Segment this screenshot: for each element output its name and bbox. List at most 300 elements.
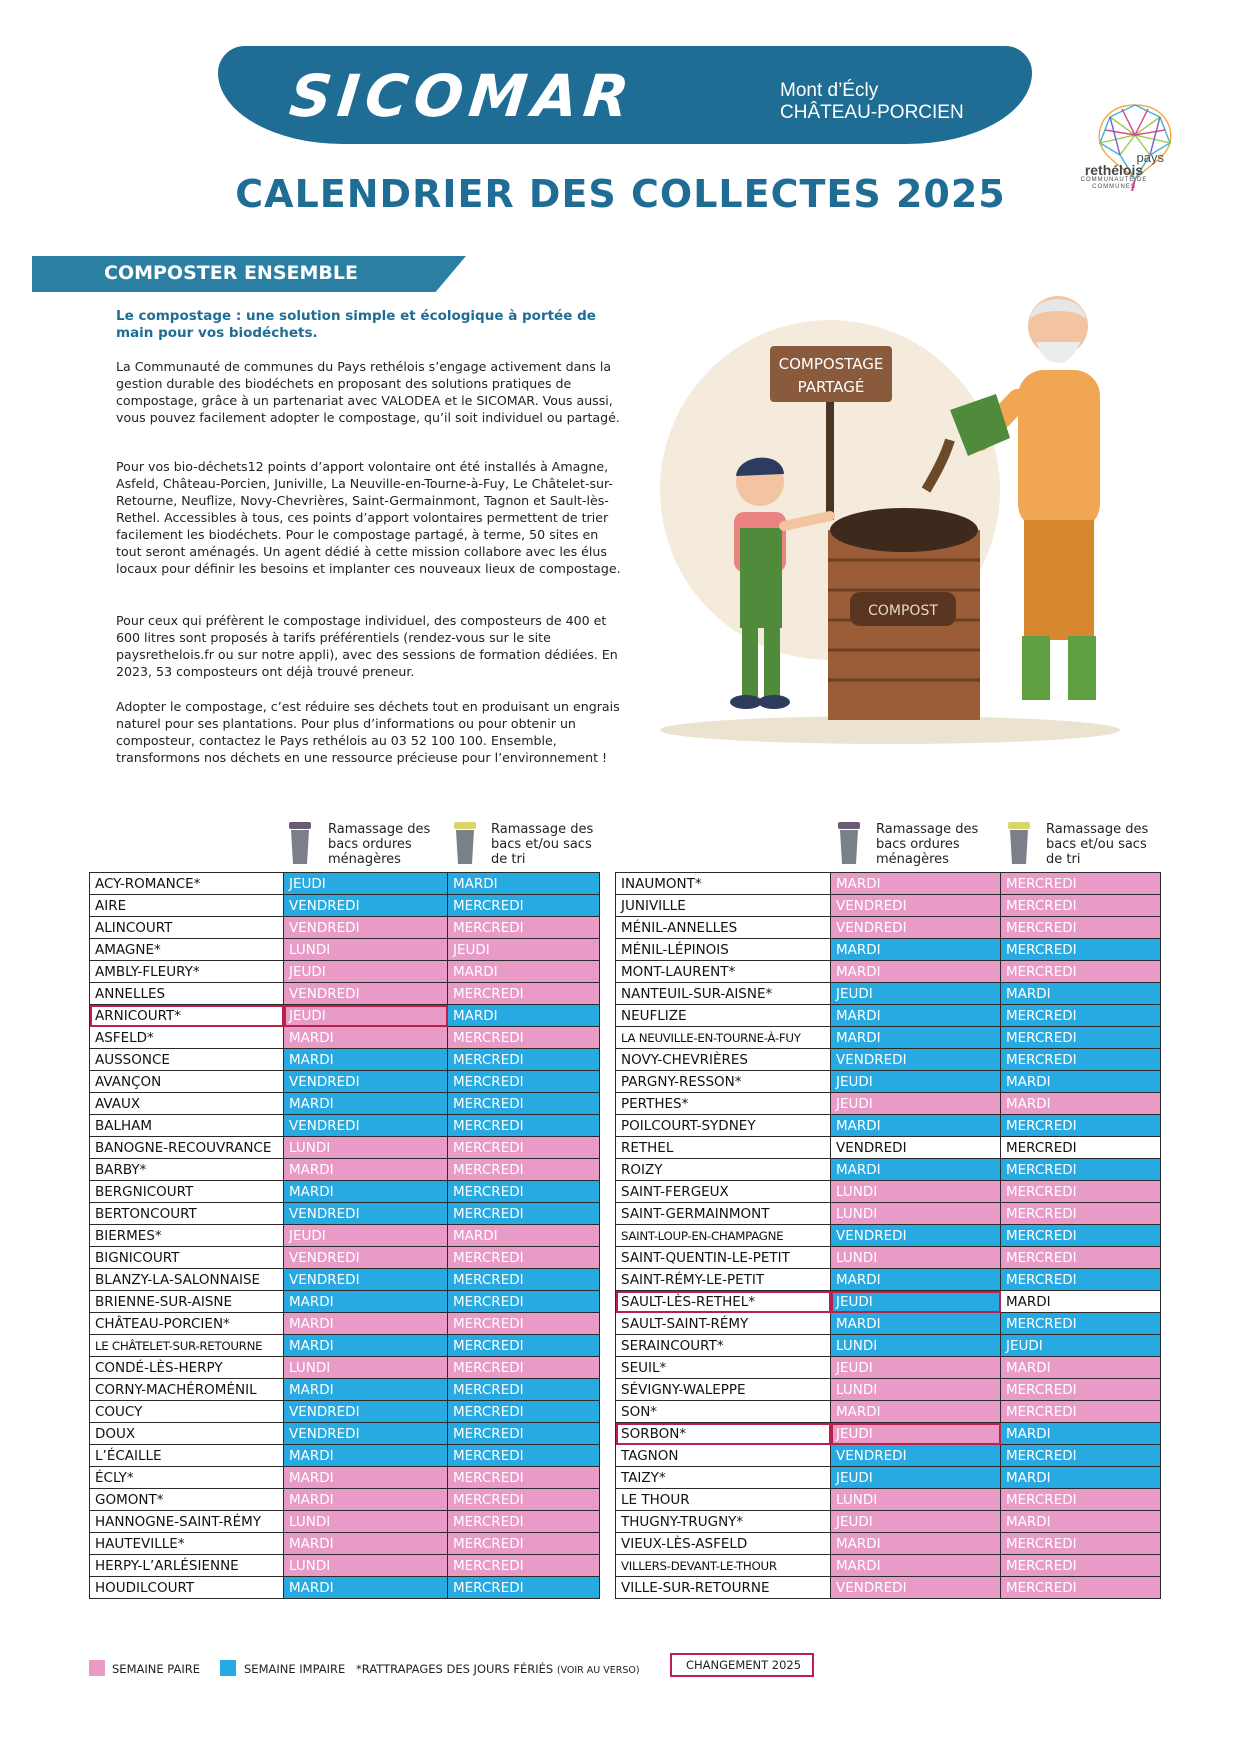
table-row — [616, 1181, 1161, 1203]
commune-name: SORBON* — [616, 1423, 831, 1445]
table-row — [90, 1533, 600, 1555]
table-row — [90, 1511, 600, 1533]
collection-day-tri: MERCREDI — [448, 1049, 600, 1071]
commune-name: SERAINCOURT* — [616, 1335, 831, 1357]
collection-day-tri: MERCREDI — [448, 1291, 600, 1313]
collection-day-om: VENDREDI — [831, 917, 1001, 939]
logo-caption-line: pays — [1136, 150, 1164, 165]
commune-name: BIGNICOURT — [90, 1247, 284, 1269]
brand-subtitle — [780, 80, 964, 124]
logo-caption-line: COMMUNAUTÉ DE COMMUNES — [1080, 177, 1148, 190]
commune-name: CHÂTEAU-PORCIEN* — [90, 1313, 284, 1335]
commune-name: VILLE-SUR-RETOURNE — [616, 1577, 831, 1599]
commune-name: THUGNY-TRUGNY* — [616, 1511, 831, 1533]
page-title: CALENDRIER DES COLLECTES 2025 — [235, 172, 1006, 216]
table-row — [616, 1577, 1161, 1599]
column-header-tri: Ramassage des bacs et/ou sacs de tri — [491, 822, 594, 867]
table-row — [616, 1401, 1161, 1423]
commune-name: SAINT-LOUP-EN-CHAMPAGNE — [616, 1225, 831, 1247]
table-row — [616, 1027, 1161, 1049]
collection-day-tri: JEUDI — [448, 939, 600, 961]
table-row — [616, 1445, 1161, 1467]
collection-day-om: LUNDI — [284, 1357, 448, 1379]
table-row — [90, 1049, 600, 1071]
collection-day-tri: MERCREDI — [448, 1137, 600, 1159]
table-row — [90, 873, 600, 895]
trash-bin-icon — [836, 820, 862, 866]
table-row — [90, 1489, 600, 1511]
collection-day-tri: MERCREDI — [448, 1247, 600, 1269]
collection-day-om: VENDREDI — [284, 917, 448, 939]
commune-name: AVAUX — [90, 1093, 284, 1115]
collection-day-tri: MERCREDI — [1001, 1159, 1161, 1181]
table-row — [616, 1555, 1161, 1577]
commune-name: ALINCOURT — [90, 917, 284, 939]
table-row — [616, 1357, 1161, 1379]
table-row — [90, 1203, 600, 1225]
table-row — [90, 895, 600, 917]
commune-name: TAGNON — [616, 1445, 831, 1467]
collection-day-om: MARDI — [284, 1335, 448, 1357]
table-row — [90, 1269, 600, 1291]
commune-name: ARNICOURT* — [90, 1005, 284, 1027]
collection-day-tri: MERCREDI — [1001, 961, 1161, 983]
collection-day-om: LUNDI — [831, 1247, 1001, 1269]
commune-name: LA NEUVILLE-EN-TOURNE-À-FUY — [616, 1027, 831, 1049]
collection-day-om: MARDI — [831, 1005, 1001, 1027]
paragraph: Adopter le compostage, c’est réduire ses déchets tout en produisant un engrais naturel pour ses plantations. Pour plus d’informations ou pour obtenir un composteur, contactez le Pays rethélois au 03 52 100 100. Ensemble, transformons nos déchets en une ressource précieuse pour l’environnement ! — [116, 699, 620, 765]
collection-day-tri: MARDI — [1001, 1291, 1161, 1313]
collection-day-tri: MERCREDI — [1001, 1269, 1161, 1291]
collection-day-tri: MARDI — [1001, 983, 1161, 1005]
commune-name: SAINT-FERGEUX — [616, 1181, 831, 1203]
table-row — [616, 1203, 1161, 1225]
table-row — [616, 1313, 1161, 1335]
commune-name: POILCOURT-SYDNEY — [616, 1115, 831, 1137]
table-row — [616, 1159, 1161, 1181]
table-row — [616, 895, 1161, 917]
commune-name: DOUX — [90, 1423, 284, 1445]
collection-day-om: LUNDI — [284, 939, 448, 961]
commune-name: MÉNIL-LÉPINOIS — [616, 939, 831, 961]
compost-illustration — [650, 290, 1130, 750]
collection-day-tri: MERCREDI — [1001, 1247, 1161, 1269]
table-row — [90, 1313, 600, 1335]
collection-day-om: MARDI — [831, 873, 1001, 895]
commune-name: CONDÉ-LÈS-HERPY — [90, 1357, 284, 1379]
section-intro: Le compostage : une solution simple et écologique à portée de main pour vos biodéchets. — [116, 308, 596, 341]
collection-day-tri: MERCREDI — [448, 1555, 600, 1577]
collection-day-tri: MERCREDI — [448, 1379, 600, 1401]
collection-day-om: VENDREDI — [831, 1577, 1001, 1599]
commune-name: BIERMES* — [90, 1225, 284, 1247]
collection-day-om: VENDREDI — [284, 895, 448, 917]
collection-day-tri: MERCREDI — [1001, 939, 1161, 961]
table-row — [90, 917, 600, 939]
collection-day-tri: MERCREDI — [1001, 1313, 1161, 1335]
collection-day-tri: MERCREDI — [448, 1071, 600, 1093]
brand-name: SICOMAR — [286, 62, 639, 130]
collection-day-tri: MERCREDI — [1001, 1489, 1161, 1511]
collection-day-om: MARDI — [284, 1181, 448, 1203]
legend-swatch-paire — [89, 1660, 105, 1676]
commune-name: MONT-LAURENT* — [616, 961, 831, 983]
collection-day-tri: MERCREDI — [1001, 1533, 1161, 1555]
commune-name: AMAGNE* — [90, 939, 284, 961]
commune-name: AIRE — [90, 895, 284, 917]
collection-day-tri: MERCREDI — [448, 1577, 600, 1599]
table-row — [90, 1027, 600, 1049]
collection-day-tri: MARDI — [1001, 1423, 1161, 1445]
commune-name: LE CHÂTELET-SUR-RETOURNE — [90, 1335, 284, 1357]
collection-day-om: JEUDI — [831, 1071, 1001, 1093]
paragraph: Pour ceux qui préfèrent le compostage individuel, des composteurs de 400 et 600 litres sont proposés à tarifs préférentiels (rendez-vous sur le site paysrethelois.fr ou sur notre appli), avec des sessions de formation dédiées. En 2023, 53 composteurs ont déjà trouvé preneur. — [116, 613, 618, 679]
collection-day-om: MARDI — [831, 1533, 1001, 1555]
commune-name: SAINT-GERMAINMONT — [616, 1203, 831, 1225]
collection-day-om: JEUDI — [831, 1093, 1001, 1115]
collection-table-left — [89, 872, 600, 1599]
brand-sub-line: CHÂTEAU-PORCIEN — [780, 102, 964, 123]
commune-name: SAINT-QUENTIN-LE-PETIT — [616, 1247, 831, 1269]
collection-day-tri: MERCREDI — [448, 1445, 600, 1467]
commune-name: ACY-ROMANCE* — [90, 873, 284, 895]
collection-day-om: MARDI — [284, 1027, 448, 1049]
collection-day-om: VENDREDI — [284, 1203, 448, 1225]
commune-name: ASFELD* — [90, 1027, 284, 1049]
collection-day-om: MARDI — [284, 1445, 448, 1467]
table-row — [616, 1467, 1161, 1489]
collection-day-tri: MERCREDI — [448, 1533, 600, 1555]
table-row — [90, 1291, 600, 1313]
collection-day-om: VENDREDI — [284, 1423, 448, 1445]
table-row — [90, 1577, 600, 1599]
commune-name: INAUMONT* — [616, 873, 831, 895]
collection-day-tri: MERCREDI — [1001, 895, 1161, 917]
collection-day-om: MARDI — [831, 1159, 1001, 1181]
table-row — [90, 1401, 600, 1423]
commune-name: BERTONCOURT — [90, 1203, 284, 1225]
brand-sub-line: Mont d’Écly — [780, 80, 879, 101]
commune-name: PERTHES* — [616, 1093, 831, 1115]
table-row — [90, 1115, 600, 1137]
collection-day-tri: MERCREDI — [1001, 1445, 1161, 1467]
collection-day-tri: MERCREDI — [1001, 873, 1161, 895]
collection-day-tri: MERCREDI — [1001, 1225, 1161, 1247]
collection-day-om: VENDREDI — [284, 1115, 448, 1137]
table-row — [90, 1357, 600, 1379]
collection-day-tri: MERCREDI — [1001, 917, 1161, 939]
table-row — [90, 961, 600, 983]
legend-impaire: SEMAINE IMPAIRE — [244, 1662, 346, 1676]
table-row — [90, 1225, 600, 1247]
commune-name: L’ÉCAILLE — [90, 1445, 284, 1467]
collection-day-om: JEUDI — [284, 1005, 448, 1027]
collection-day-tri: MARDI — [448, 961, 600, 983]
collection-day-tri: MERCREDI — [1001, 1005, 1161, 1027]
collection-day-tri: MERCREDI — [1001, 1203, 1161, 1225]
commune-name: CORNY-MACHÉROMÉNIL — [90, 1379, 284, 1401]
commune-name: NOVY-CHEVRIÈRES — [616, 1049, 831, 1071]
commune-name: ROIZY — [616, 1159, 831, 1181]
table-row — [90, 1071, 600, 1093]
collection-day-tri: MARDI — [448, 1005, 600, 1027]
collection-day-om: VENDREDI — [831, 1225, 1001, 1247]
table-row — [90, 1555, 600, 1577]
commune-name: AVANÇON — [90, 1071, 284, 1093]
paragraph: Pour vos bio-déchets12 points d’apport volontaire ont été installés à Amagne, Asfeld, Château-Porcien, Juniville, La Neuville-en-Tourne-à-Fuy, Le Châtelet-sur-Retourne, Neuflize, Novy-Chevrières, Saint-Germainmont, Tagnon et Sault-lès-Rethel. Accessibles à tous, ces points d’apport volontaires permettent de trier facilement les biodéchets. Pour le compostage partagé, à terme, 50 sites en tout seront aménagés. Un agent dédié à cette mission collabore avec les élus locaux pour définir les besoins et implanter ces nouveaux lieux de compostage. — [116, 459, 621, 576]
collection-day-tri: MERCREDI — [1001, 1555, 1161, 1577]
table-row — [616, 1335, 1161, 1357]
column-header-om: Ramassage des bacs ordures ménagères — [328, 822, 431, 867]
commune-name: ÉCLY* — [90, 1467, 284, 1489]
table-row — [90, 1093, 600, 1115]
commune-name: JUNIVILLE — [616, 895, 831, 917]
collection-day-om: JEUDI — [831, 983, 1001, 1005]
collection-day-tri: MARDI — [448, 1225, 600, 1247]
collection-day-tri: MERCREDI — [448, 917, 600, 939]
collection-day-tri: JEUDI — [1001, 1335, 1161, 1357]
collection-day-om: MARDI — [284, 1577, 448, 1599]
collection-day-tri: MERCREDI — [448, 1313, 600, 1335]
commune-name: MÉNIL-ANNELLES — [616, 917, 831, 939]
collection-day-om: LUNDI — [831, 1379, 1001, 1401]
collection-day-om: MARDI — [831, 939, 1001, 961]
collection-day-om: VENDREDI — [284, 1269, 448, 1291]
section-title: COMPOSTER ENSEMBLE — [104, 262, 358, 284]
table-row — [90, 939, 600, 961]
commune-name: LE THOUR — [616, 1489, 831, 1511]
table-row — [90, 1445, 600, 1467]
legend-paire: SEMAINE PAIRE — [112, 1662, 200, 1676]
collection-day-om: VENDREDI — [831, 895, 1001, 917]
collection-day-om: JEUDI — [831, 1291, 1001, 1313]
table-row — [616, 1093, 1161, 1115]
commune-name: BLANZY-LA-SALONNAISE — [90, 1269, 284, 1291]
collection-day-om: JEUDI — [831, 1511, 1001, 1533]
commune-name: BARBY* — [90, 1159, 284, 1181]
table-row — [616, 1269, 1161, 1291]
commune-name: SON* — [616, 1401, 831, 1423]
collection-day-tri: MARDI — [1001, 1511, 1161, 1533]
collection-day-om: MARDI — [831, 1269, 1001, 1291]
table-row — [616, 1049, 1161, 1071]
collection-day-om: LUNDI — [284, 1511, 448, 1533]
collection-day-om: VENDREDI — [284, 1401, 448, 1423]
commune-name: PARGNY-RESSON* — [616, 1071, 831, 1093]
table-row — [90, 1379, 600, 1401]
collection-day-tri: MERCREDI — [1001, 1137, 1161, 1159]
column-header-tri: Ramassage des bacs et/ou sacs de tri — [1046, 822, 1149, 867]
collection-day-tri: MERCREDI — [1001, 1049, 1161, 1071]
sign-text: COMPOSTAGE — [778, 355, 884, 373]
collection-day-tri: MARDI — [1001, 1093, 1161, 1115]
collection-day-om: MARDI — [284, 1489, 448, 1511]
collection-day-tri: MERCREDI — [1001, 1577, 1161, 1599]
trash-bin-icon — [287, 820, 313, 866]
collection-day-tri: MERCREDI — [448, 1203, 600, 1225]
commune-name: TAIZY* — [616, 1467, 831, 1489]
table-row — [616, 1533, 1161, 1555]
table-row — [616, 961, 1161, 983]
collection-day-tri: MERCREDI — [448, 1269, 600, 1291]
collection-day-tri: MERCREDI — [448, 1357, 600, 1379]
commune-name: VIEUX-LÈS-ASFELD — [616, 1533, 831, 1555]
commune-name: HANNOGNE-SAINT-RÉMY — [90, 1511, 284, 1533]
table-row — [616, 1225, 1161, 1247]
commune-name: HAUTEVILLE* — [90, 1533, 284, 1555]
commune-name: SAULT-LÈS-RETHEL* — [616, 1291, 831, 1313]
legend-swatch-impaire — [220, 1660, 236, 1676]
recycling-bin-icon — [1006, 820, 1032, 866]
table-row — [616, 1291, 1161, 1313]
commune-name: SÉVIGNY-WALEPPE — [616, 1379, 831, 1401]
collection-day-om: MARDI — [284, 1159, 448, 1181]
legend-note-main: *RATTRAPAGES DES JOURS FÉRIÉS — [356, 1662, 554, 1676]
commune-name: GOMONT* — [90, 1489, 284, 1511]
collection-day-tri: MERCREDI — [448, 1335, 600, 1357]
paragraph: La Communauté de communes du Pays rethélois s’engage activement dans la gestion durable des biodéchets en proposant des solutions pratiques de compostage, grâce à un partenariat avec VALODEA et le SICOMAR. Vous aussi, vous pouvez facilement adopter le compostage, qu’il soit individuel ou partagé. — [116, 359, 620, 425]
table-row — [90, 1181, 600, 1203]
table-row — [90, 983, 600, 1005]
collection-day-om: LUNDI — [831, 1203, 1001, 1225]
commune-name: BANOGNE-RECOUVRANCE — [90, 1137, 284, 1159]
commune-name: VILLERS-DEVANT-LE-THOUR — [616, 1555, 831, 1577]
collection-day-om: LUNDI — [284, 1555, 448, 1577]
collection-day-tri: MERCREDI — [448, 983, 600, 1005]
table-row — [616, 1137, 1161, 1159]
collection-day-om: MARDI — [831, 1313, 1001, 1335]
commune-name: NANTEUIL-SUR-AISNE* — [616, 983, 831, 1005]
collection-day-om: MARDI — [284, 1379, 448, 1401]
collection-day-om: LUNDI — [831, 1489, 1001, 1511]
collection-day-tri: MERCREDI — [448, 1093, 600, 1115]
table-row — [616, 1005, 1161, 1027]
table-row — [90, 1423, 600, 1445]
collection-day-om: MARDI — [831, 961, 1001, 983]
table-row — [616, 1423, 1161, 1445]
table-row — [616, 939, 1161, 961]
table-row — [616, 1379, 1161, 1401]
commune-name: HOUDILCOURT — [90, 1577, 284, 1599]
table-row — [90, 1137, 600, 1159]
column-header-om: Ramassage des bacs ordures ménagères — [876, 822, 979, 867]
commune-name: SAINT-RÉMY-LE-PETIT — [616, 1269, 831, 1291]
collection-day-om: MARDI — [831, 1115, 1001, 1137]
commune-name: BRIENNE-SUR-AISNE — [90, 1291, 284, 1313]
collection-day-tri: MERCREDI — [1001, 1181, 1161, 1203]
collection-day-om: MARDI — [284, 1313, 448, 1335]
commune-name: SEUIL* — [616, 1357, 831, 1379]
table-row — [90, 1467, 600, 1489]
legend-changement: CHANGEMENT 2025 — [686, 1658, 802, 1672]
collection-day-om: LUNDI — [831, 1335, 1001, 1357]
collection-table-right — [615, 872, 1161, 1599]
collection-day-om: MARDI — [831, 1027, 1001, 1049]
table-row — [90, 1247, 600, 1269]
collection-day-om: MARDI — [284, 1049, 448, 1071]
commune-name: HERPY-L’ARLÉSIENNE — [90, 1555, 284, 1577]
table-row — [616, 1511, 1161, 1533]
commune-name: SAULT-SAINT-RÉMY — [616, 1313, 831, 1335]
table-row — [616, 1115, 1161, 1137]
collection-day-tri: MERCREDI — [448, 1181, 600, 1203]
collection-day-om: JEUDI — [831, 1357, 1001, 1379]
collection-day-om: VENDREDI — [284, 983, 448, 1005]
table-row — [90, 1159, 600, 1181]
logo-caption-line: rethélois — [1084, 162, 1144, 178]
collection-day-tri: MERCREDI — [1001, 1401, 1161, 1423]
collection-day-tri: MERCREDI — [448, 1159, 600, 1181]
recycling-bin-icon — [452, 820, 478, 866]
collection-day-om: MARDI — [831, 1401, 1001, 1423]
collection-day-om: MARDI — [284, 1093, 448, 1115]
table-row — [616, 1071, 1161, 1093]
collection-day-tri: MERCREDI — [1001, 1379, 1161, 1401]
commune-name: BERGNICOURT — [90, 1181, 284, 1203]
collection-day-tri: MERCREDI — [1001, 1115, 1161, 1137]
collection-day-om: JEUDI — [831, 1467, 1001, 1489]
legend-note-small: (VOIR AU VERSO) — [556, 1665, 640, 1676]
collection-day-tri: MERCREDI — [448, 1027, 600, 1049]
table-row — [616, 1247, 1161, 1269]
collection-day-om: JEUDI — [284, 961, 448, 983]
commune-name: ANNELLES — [90, 983, 284, 1005]
table-row — [616, 917, 1161, 939]
commune-name: RETHEL — [616, 1137, 831, 1159]
collection-day-tri: MERCREDI — [448, 895, 600, 917]
collection-day-om: VENDREDI — [831, 1137, 1001, 1159]
collection-day-tri: MERCREDI — [448, 1511, 600, 1533]
collection-day-om: JEUDI — [831, 1423, 1001, 1445]
bin-label: COMPOST — [868, 603, 938, 619]
collection-day-om: MARDI — [284, 1533, 448, 1555]
table-row — [90, 1335, 600, 1357]
collection-day-tri: MARDI — [1001, 1467, 1161, 1489]
collection-day-tri: MARDI — [1001, 1071, 1161, 1093]
collection-day-om: VENDREDI — [831, 1445, 1001, 1467]
collection-day-om: JEUDI — [284, 873, 448, 895]
collection-day-om: MARDI — [284, 1467, 448, 1489]
legend-note — [356, 1662, 640, 1676]
collection-day-om: JEUDI — [284, 1225, 448, 1247]
commune-name: AMBLY-FLEURY* — [90, 961, 284, 983]
collection-day-tri: MERCREDI — [448, 1401, 600, 1423]
collection-day-om: LUNDI — [831, 1181, 1001, 1203]
table-row — [90, 1005, 600, 1027]
commune-name: NEUFLIZE — [616, 1005, 831, 1027]
collection-day-tri: MERCREDI — [448, 1467, 600, 1489]
collection-day-om: LUNDI — [284, 1137, 448, 1159]
collection-day-om: MARDI — [284, 1291, 448, 1313]
collection-day-tri: MERCREDI — [448, 1489, 600, 1511]
collection-day-tri: MARDI — [448, 873, 600, 895]
table-row — [616, 983, 1161, 1005]
collection-day-tri: MERCREDI — [448, 1423, 600, 1445]
commune-name: COUCY — [90, 1401, 284, 1423]
collection-day-tri: MARDI — [1001, 1357, 1161, 1379]
commune-name: AUSSONCE — [90, 1049, 284, 1071]
table-row — [616, 873, 1161, 895]
table-row — [616, 1489, 1161, 1511]
collection-day-tri: MERCREDI — [1001, 1027, 1161, 1049]
collection-day-om: MARDI — [831, 1555, 1001, 1577]
collection-day-tri: MERCREDI — [448, 1115, 600, 1137]
collection-day-om: VENDREDI — [831, 1049, 1001, 1071]
collection-day-om: VENDREDI — [284, 1247, 448, 1269]
commune-name: BALHAM — [90, 1115, 284, 1137]
sign-text: PARTAGÉ — [797, 378, 865, 396]
collection-day-om: VENDREDI — [284, 1071, 448, 1093]
